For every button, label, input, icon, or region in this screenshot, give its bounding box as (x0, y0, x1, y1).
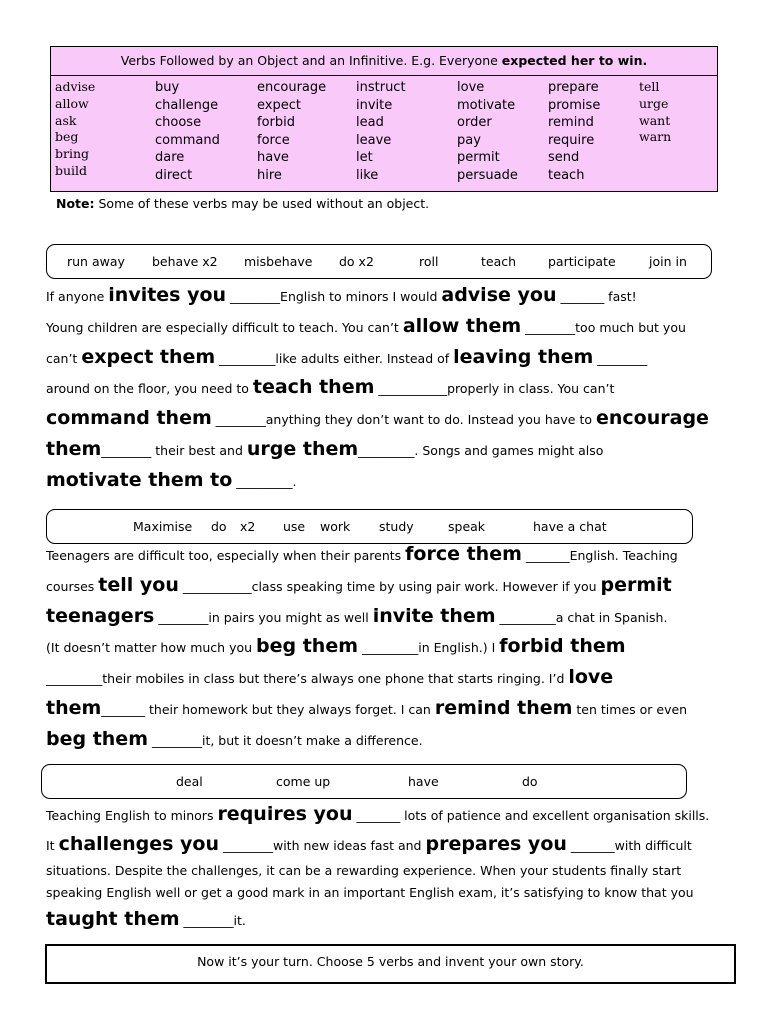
verb-item: beg (55, 129, 79, 145)
verb-column (457, 79, 518, 185)
word-option: join in (649, 254, 687, 269)
text-segment: ________ (593, 350, 648, 366)
instruction-box: Now it’s your turn. Choose 5 verbs and invent your own story. (45, 944, 736, 984)
word-option: roll (419, 254, 439, 269)
verb-column (356, 79, 406, 185)
word-option: use (283, 519, 306, 534)
text-segment: _________a chat in Spanish. (495, 609, 668, 625)
word-option: behave x2 (152, 254, 218, 269)
text-line (46, 863, 681, 878)
word-option: do (522, 774, 538, 789)
verb-column (155, 79, 220, 185)
verb-phrase: command them (46, 407, 212, 430)
text-segment: ________ their best and (101, 443, 247, 458)
text-line (46, 469, 296, 491)
text-segment: _______with difficult (566, 838, 692, 853)
verb-column (55, 79, 95, 180)
verb-item: pay (457, 132, 481, 148)
verb-phrase: teach them (252, 376, 375, 399)
verb-phrase: prepares you (425, 833, 567, 855)
verb-phrase: encourage (596, 407, 709, 430)
text-line (46, 666, 613, 688)
word-option: misbehave (244, 254, 313, 269)
text-line (46, 438, 603, 460)
verb-item: encourage (257, 80, 327, 95)
verb-item: force (257, 132, 290, 148)
verb-phrase: allow them (402, 314, 522, 337)
verb-phrase: leaving them (453, 345, 594, 368)
verb-item: warn (639, 129, 672, 145)
verb-table (50, 46, 718, 192)
verb-item: want (639, 112, 671, 128)
verb-item: advise (55, 79, 96, 94)
text-segment: _______ lots of patience and excellent organisation skills. (352, 808, 710, 823)
text-line (46, 803, 709, 825)
text-segment: _________their mobiles in class but there’s always one phone that starts ringing. I’d (46, 671, 569, 687)
verb-item: challenge (155, 97, 219, 113)
word-option: do (211, 519, 227, 534)
verb-item: invite (356, 97, 393, 113)
word-option: teach (481, 254, 517, 269)
text-segment: Teenagers are difficult too, especially when their parents (46, 548, 406, 563)
text-line (46, 574, 672, 596)
text-segment: It (46, 838, 59, 853)
verb-table-title: Verbs Followed by an Object and an Infinitive. E.g. Everyone expected her to win. (51, 47, 717, 76)
text-line (46, 284, 637, 306)
text-line (46, 605, 667, 627)
verb-phrase: challenges you (58, 833, 219, 855)
text-line (46, 376, 614, 398)
verb-item: buy (155, 80, 180, 95)
text-segment: ___________properly in class. You can’t (374, 381, 615, 397)
text-segment: _______English. Teaching (521, 548, 678, 563)
text-segment: speaking English well or get a good mark in an important English exam, it’s satisfying to know that you (46, 885, 694, 900)
text-segment: _________in English.) I (358, 640, 500, 656)
verb-column (548, 79, 600, 185)
text-segment: courses (46, 578, 99, 594)
verb-phrase: expect them (81, 345, 216, 368)
text-segment: _______ fast! (556, 289, 637, 304)
word-option: participate (548, 254, 616, 269)
verb-item: ask (55, 112, 77, 128)
note: Note: Some of these verbs may be used without an object. (56, 196, 430, 211)
verb-phrase: invite them (372, 604, 496, 627)
verb-item: like (356, 167, 379, 183)
verb-phrase: motivate them to (46, 468, 233, 491)
verb-item: tell (639, 79, 660, 94)
verb-item: bring (55, 146, 90, 162)
verb-item: build (55, 162, 88, 178)
text-segment: ___________class speaking time by using pair work. However if you (178, 578, 601, 594)
verb-item: require (548, 132, 595, 148)
word-option: work (320, 519, 351, 534)
text-segment: situations. Despite the challenges, it can be a rewarding experience. When your students finally start (46, 863, 682, 878)
verb-phrase: forbid them (499, 635, 626, 658)
verb-item: leave (356, 132, 392, 148)
word-option: have (408, 774, 439, 789)
text-line (46, 543, 678, 565)
verb-phrase: urge them (246, 438, 359, 460)
verb-item: have (257, 150, 289, 166)
text-line (46, 908, 246, 930)
verb-phrase: advise you (441, 284, 557, 306)
word-option: have a chat (533, 519, 607, 534)
verb-item: order (457, 115, 492, 131)
text-line (46, 728, 423, 750)
verb-item: expect (257, 97, 301, 113)
word-option: Maximise (133, 519, 193, 534)
verb-phrase: love (568, 666, 614, 689)
text-line (46, 346, 647, 368)
verb-item: choose (155, 115, 202, 131)
verb-column (257, 79, 326, 185)
verb-item: remind (548, 115, 594, 131)
verb-item: lead (356, 115, 384, 131)
text-segment: If anyone (46, 289, 109, 304)
verb-item: let (356, 150, 373, 166)
verb-phrase: beg them (46, 727, 148, 750)
verb-item: allow (55, 95, 89, 111)
text-line (46, 833, 692, 855)
verb-phrase: beg them (256, 635, 359, 658)
word-option: come up (276, 774, 331, 789)
text-segment: _______ their homework but they always forget. I can (101, 702, 435, 717)
verb-item: command (155, 132, 220, 148)
text-segment: _________. Songs and games might also (358, 443, 604, 458)
verb-item: forbid (257, 115, 295, 131)
verb-item: prepare (548, 80, 599, 95)
word-option: run away (67, 254, 125, 269)
verb-phrase: requires you (217, 803, 353, 825)
text-line (46, 407, 709, 429)
text-segment: ________too much but you (521, 319, 686, 335)
verb-phrase: taught them (46, 908, 180, 930)
verb-phrase: invites you (108, 284, 227, 306)
verb-phrase: tell you (98, 573, 179, 596)
word-option: do x2 (339, 254, 374, 269)
verb-item: send (548, 150, 580, 166)
text-segment: ________it, but it doesn’t make a difference. (148, 732, 423, 748)
verb-phrase: teenagers (46, 604, 155, 627)
verb-column (639, 79, 671, 146)
word-option: deal (176, 774, 203, 789)
text-segment: can’t (46, 350, 82, 366)
verb-phrase: permit (600, 573, 672, 596)
word-box-3 (41, 764, 687, 799)
word-box-1 (46, 244, 712, 279)
text-segment: ________in pairs you might as well (154, 609, 373, 625)
verb-item: motivate (457, 97, 516, 113)
text-line (46, 635, 626, 657)
verb-phrase: remind them (434, 697, 573, 719)
text-line (46, 697, 687, 719)
verb-item: persuade (457, 167, 518, 183)
verb-item: hire (257, 167, 282, 183)
verb-phrase: them (46, 697, 102, 719)
verb-item: direct (155, 167, 193, 183)
verb-phrase: force them (405, 543, 522, 565)
word-box-2 (46, 509, 693, 544)
verb-item: dare (155, 150, 185, 166)
text-segment: (It doesn’t matter how much you (46, 640, 257, 656)
text-segment: ________English to minors I would (226, 289, 442, 304)
verb-item: permit (457, 150, 500, 166)
text-line (46, 885, 694, 900)
verb-item: urge (639, 95, 669, 111)
text-segment: ten times or even (572, 702, 688, 717)
text-segment: ________it. (179, 913, 246, 928)
verb-item: teach (548, 167, 585, 183)
verb-item: promise (548, 97, 601, 113)
text-segment: around on the floor, you need to (46, 381, 253, 397)
text-segment: Young children are especially difficult to teach. You can’t (46, 319, 403, 335)
verb-item: love (457, 80, 485, 95)
text-segment: _________like adults either. Instead of (215, 350, 454, 366)
text-segment: ________anything they don’t want to do. Instead you have to (211, 412, 596, 428)
word-option: study (379, 519, 414, 534)
text-segment: _________. (232, 473, 297, 489)
text-segment: Teaching English to minors (46, 808, 218, 823)
word-option: x2 (240, 519, 256, 534)
word-option: speak (448, 519, 486, 534)
verb-phrase: them (46, 438, 102, 460)
text-segment: ________with new ideas fast and (219, 838, 426, 853)
text-line (46, 315, 686, 337)
verb-item: instruct (356, 80, 406, 95)
